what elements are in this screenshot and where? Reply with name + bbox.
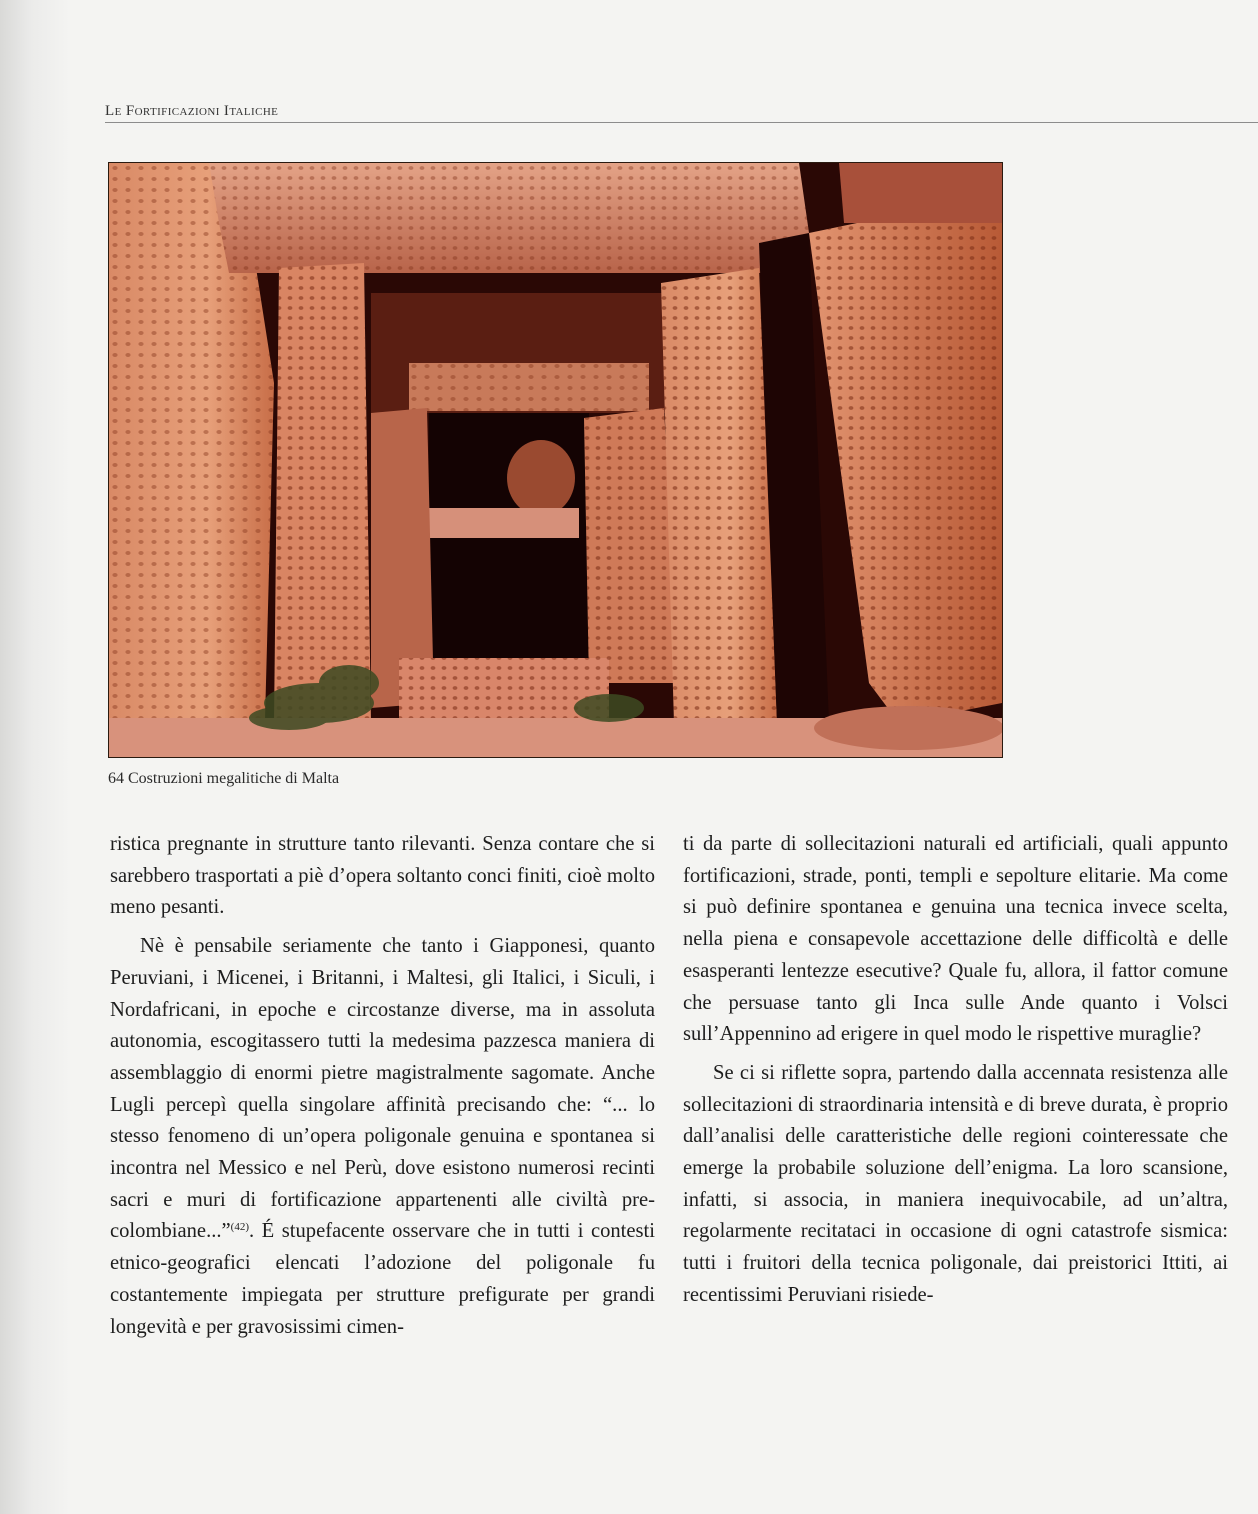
footnote-reference: (42) bbox=[230, 1221, 249, 1234]
running-head: Le Fortificazioni Italiche bbox=[105, 103, 279, 119]
paragraph: ti da parte di sollecitazioni naturali ed artificiali, quali appunto fortificazioni, strade, ponti, templi e sepolture elitarie. Ma come si può definire spontanea e genuina una tecnica invece scelta, nella piena e consapevole accettazione delle difficoltà e delle esasperanti lentezze esecutive? Quale fu, allora, il fattor comune che persuase tanto gli Inca sulle Ande quanto i Volsci sull’Appennino ad erigere in quel modo le rispettive muraglie? bbox=[683, 833, 1228, 1046]
figure-caption: 64 Costruzioni megalitiche di Malta bbox=[108, 770, 340, 787]
page-gutter-shadow bbox=[0, 0, 70, 1514]
header-rule bbox=[105, 122, 1258, 123]
paragraph: ristica pregnante in strutture tanto rilevanti. Senza contare che si sarebbero trasportati a piè d’opera soltanto conci finiti, cioè molto meno pesanti. bbox=[110, 833, 655, 919]
text-column-left bbox=[110, 829, 655, 1343]
paragraph-text: . É stupefacente osservare che in tutti i contesti etnico-geografici elencati l’adozione del poligonale fu costantemente impiegata per strutture prefigurate per grandi longevità e per gravosissimi cimen- bbox=[110, 1220, 655, 1338]
text-column-right bbox=[683, 829, 1228, 1312]
paragraph bbox=[110, 931, 655, 1343]
paragraph-text: Nè è pensabile seriamente che tanto i Giapponesi, quanto Peruviani, i Micenei, i Britanni, i Maltesi, gli Italici, i Siculi, i Nordafricani, in epoche e circostanze diverse, ma in assoluta autonomia, escogitassero tutti la medesima pazzesca maniera di assemblaggio di enormi pietre magistralmente sagomate. Anche Lugli percepì quella singolare affinità precisando che: “... lo stesso fenomeno di un’opera poligonale genuina e spontanea si incontra nel Messico e nel Perù, dove esistono numerosi recinti sacri e muri di fortificazione appartenenti alle civiltà pre-colombiane...” bbox=[110, 935, 655, 1243]
paragraph: Se ci si riflette sopra, partendo dalla accennata resistenza alle sollecitazioni di straordinaria intensità e di breve durata, è proprio dall’analisi delle caratteristiche delle regioni cointeressate che emerge la probabile soluzione dell’enigma. La loro scansione, infatti, si associa, in maniera inequivocabile, ad un’altra, regolarmente recitataci in occasione di ogni catastrofe sismica: tutti i fruitori della tecnica poligonale, dai preistorici Ittiti, ai recentissimi Peruviani risiede- bbox=[683, 1061, 1228, 1306]
megalith-photo bbox=[108, 162, 1003, 758]
